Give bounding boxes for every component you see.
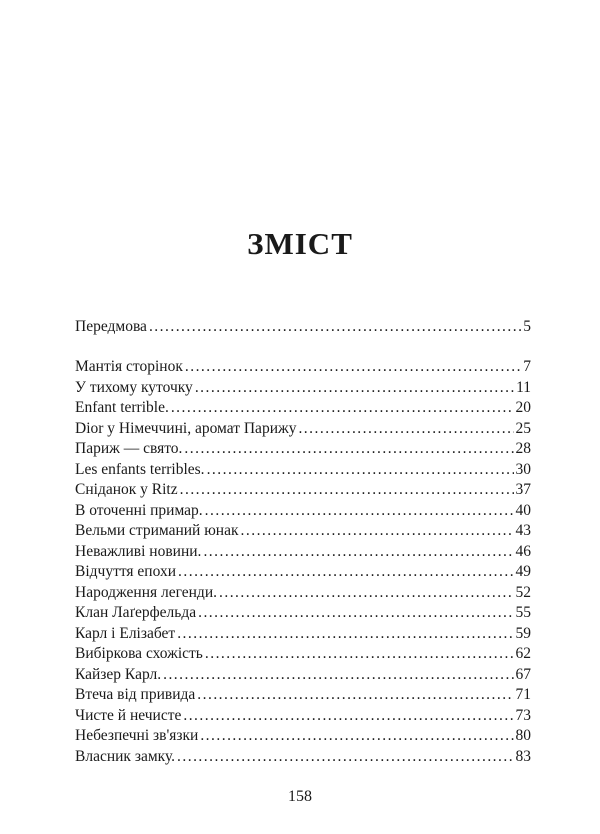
toc-entry	[75, 318, 531, 339]
toc-entry	[75, 420, 531, 441]
toc-entry	[75, 461, 531, 482]
toc-entry	[75, 358, 531, 379]
dot-leader	[178, 563, 513, 581]
dot-leader	[197, 686, 513, 704]
toc-entry	[75, 440, 531, 461]
entry-page: 43	[515, 522, 531, 539]
entry-title: Власник замку.	[75, 747, 176, 765]
entry-title: В оточенні примар.	[75, 501, 203, 519]
dot-leader	[207, 461, 514, 479]
dot-leader	[200, 727, 513, 745]
entry-page: 40	[515, 501, 531, 519]
toc-entry	[75, 522, 531, 543]
dot-leader	[177, 625, 513, 643]
dot-leader	[183, 707, 513, 725]
entry-title: Сніданок у Ritz	[75, 481, 178, 498]
entry-title: Dior у Німеччині, аромат Парижу	[75, 419, 297, 437]
toc-entry	[75, 502, 531, 523]
entry-title: Вельми стриманий юнак	[75, 522, 239, 539]
dot-leader	[205, 502, 514, 520]
entry-page: 49	[515, 563, 531, 580]
dot-leader	[184, 440, 513, 458]
dot-leader	[219, 584, 514, 602]
toc-entry	[75, 748, 531, 769]
entry-page: 30	[515, 460, 531, 478]
dot-leader	[298, 420, 513, 438]
entry-page: 11	[516, 378, 531, 396]
entry-page: 80	[515, 727, 531, 744]
dot-leader	[180, 481, 514, 499]
toc-entry	[75, 379, 531, 400]
entry-page: 52	[515, 583, 531, 601]
dot-leader	[177, 748, 513, 766]
entry-page: 25	[515, 419, 531, 437]
dot-leader	[198, 604, 513, 622]
entry-page: 37	[515, 481, 531, 498]
dot-leader	[185, 358, 521, 376]
toc-entry	[75, 625, 531, 646]
entry-title: Небезпечні зв'язки	[75, 727, 199, 744]
entry-page: 62	[515, 645, 531, 662]
entry-page: 55	[515, 604, 531, 621]
toc-entry	[75, 563, 531, 584]
entry-title: Les enfants terribles.	[75, 460, 205, 478]
dot-leader	[241, 522, 514, 540]
entry-title: Карл і Елізабет	[75, 624, 176, 642]
toc-entry	[75, 707, 531, 728]
dot-leader	[149, 318, 521, 336]
dot-leader	[203, 543, 513, 561]
entry-title: Мантія сторінок	[75, 358, 183, 375]
entry-title: У тихому куточку	[75, 378, 193, 396]
toc-list	[75, 358, 531, 768]
toc-preface	[75, 318, 531, 339]
entry-title: Передмова	[75, 318, 147, 335]
entry-page: 20	[515, 399, 531, 416]
entry-page: 46	[515, 542, 531, 560]
entry-page: 67	[515, 665, 531, 683]
toc-entry	[75, 645, 531, 666]
entry-title: Чисте й нечисте	[75, 706, 182, 724]
toc-entry	[75, 727, 531, 748]
entry-title: Париж — свято.	[75, 440, 183, 457]
entry-title: Народження легенди.	[75, 583, 217, 601]
entry-page: 83	[515, 747, 531, 765]
entry-page: 5	[523, 318, 531, 335]
entry-page: 59	[515, 624, 531, 642]
entry-title: Втеча від привида	[75, 686, 196, 703]
entry-title: Кайзер Карл.	[75, 665, 162, 683]
page-number: 158	[288, 788, 312, 805]
dot-leader	[163, 666, 513, 684]
toc-entry	[75, 584, 531, 605]
toc-entry	[75, 481, 531, 502]
toc-entry	[75, 666, 531, 687]
toc-entry	[75, 686, 531, 707]
entry-title: Вибіркова схожість	[75, 645, 203, 662]
page-title: ЗМІСТ	[247, 226, 353, 261]
dot-leader	[195, 379, 514, 397]
entry-title: Неважливі новини.	[75, 542, 202, 560]
entry-page: 71	[515, 686, 531, 703]
toc-entry	[75, 604, 531, 625]
entry-title: Клан Лаґерфельда	[75, 604, 197, 621]
entry-page: 28	[515, 440, 531, 457]
toc-entry	[75, 399, 531, 420]
entry-title: Відчуття епохи	[75, 563, 177, 580]
entry-page: 7	[523, 358, 531, 375]
toc-entry	[75, 543, 531, 564]
entry-page: 73	[515, 706, 531, 724]
dot-leader	[171, 399, 514, 417]
entry-title: Enfant terrible.	[75, 399, 169, 416]
dot-leader	[205, 645, 514, 663]
